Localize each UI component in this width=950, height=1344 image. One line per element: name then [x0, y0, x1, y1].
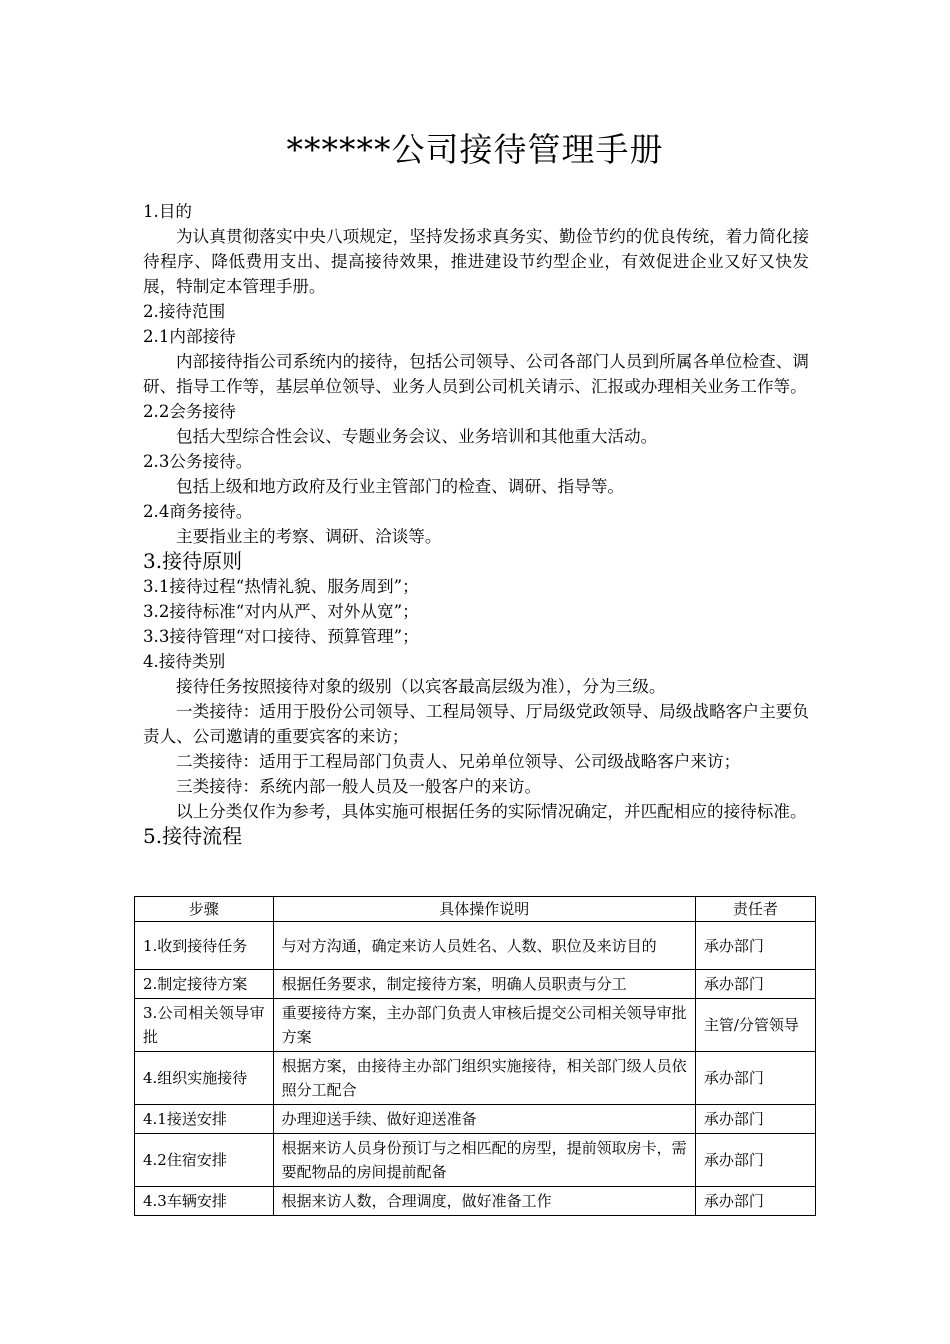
section-heading: 3.接待原则 — [143, 549, 243, 573]
cell-owner: 承办部门 — [695, 970, 815, 999]
cell-owner: 承办部门 — [695, 1105, 815, 1134]
section-heading: 2.4商务接待。 — [143, 502, 253, 521]
table-row — [135, 1105, 816, 1134]
cell-owner: 承办部门 — [695, 922, 815, 970]
section-heading: 5.接待流程 — [143, 824, 243, 848]
section-heading: 3.3接待管理“对口接待、预算管理”； — [143, 627, 419, 646]
cell-description: 根据方案，由接待主办部门组织实施接待，相关部门级人员依照分工配合 — [273, 1052, 695, 1105]
cell-owner: 承办部门 — [695, 1052, 815, 1105]
cell-step: 4.2住宿安排 — [135, 1134, 274, 1187]
table-row — [135, 1134, 816, 1187]
body-paragraph: 内部接待指公司系统内的接待，包括公司领导、公司各部门人员到所属各单位检查、调研、指导工作等，基层单位领导、业务人员到公司机关请示、汇报或办理相关业务工作等。 — [143, 352, 809, 396]
cell-step: 2.制定接待方案 — [135, 970, 274, 999]
table-row — [135, 1187, 816, 1216]
section-heading: 2.1内部接待 — [143, 327, 236, 346]
cell-description: 办理迎送手续、做好迎送准备 — [273, 1105, 695, 1134]
cell-description: 根据来访人员身份预订与之相匹配的房型，提前领取房卡，需要配物品的房间提前配备 — [273, 1134, 695, 1187]
header-description: 具体操作说明 — [273, 897, 695, 922]
body-paragraph: 二类接待：适用于工程局部门负责人、兄弟单位领导、公司级战略客户来访； — [176, 752, 741, 771]
body-paragraph: 为认真贯彻落实中央八项规定，坚持发扬求真务实、勤俭节约的优良传统，着力简化接待程序、降低费用支出、提高接待效果，推进建设节约型企业，有效促进企业又好又快发展，特制定本管理手册。 — [143, 227, 809, 296]
table-row — [135, 922, 816, 970]
header-step: 步骤 — [135, 897, 274, 922]
body-paragraph: 一类接待：适用于股份公司领导、工程局领导、厅局级党政领导、局级战略客户主要负责人、公司邀请的重要宾客的来访； — [143, 702, 809, 746]
table-row — [135, 970, 816, 999]
cell-description: 根据任务要求，制定接待方案，明确人员职责与分工 — [273, 970, 695, 999]
table-row — [135, 1052, 816, 1105]
body-paragraph: 三类接待：系统内部一般人员及一般客户的来访。 — [176, 777, 542, 796]
table-header-row — [135, 897, 816, 922]
document-body — [143, 199, 809, 849]
cell-description: 重要接待方案，主办部门负责人审核后提交公司相关领导审批方案 — [273, 999, 695, 1052]
section-heading: 3.2接待标准“对内从严、对外从宽”； — [143, 602, 419, 621]
section-heading: 4.接待类别 — [143, 652, 226, 671]
cell-step: 4.3车辆安排 — [135, 1187, 274, 1216]
body-paragraph: 接待任务按照接待对象的级别（以宾客最高层级为准），分为三级。 — [176, 677, 666, 696]
cell-step: 3.公司相关领导审批 — [135, 999, 274, 1052]
cell-owner: 主管/分管领导 — [695, 999, 815, 1052]
document-title: ******公司接待管理手册 — [286, 130, 664, 169]
cell-description: 与对方沟通，确定来访人员姓名、人数、职位及来访目的 — [273, 922, 695, 970]
body-paragraph: 以上分类仅作为参考，具体实施可根据任务的实际情况确定，并匹配相应的接待标准。 — [176, 802, 807, 821]
body-paragraph: 主要指业主的考察、调研、洽谈等。 — [176, 527, 442, 546]
cell-owner: 承办部门 — [695, 1134, 815, 1187]
section-heading: 2.接待范围 — [143, 302, 226, 321]
cell-step: 4.1接送安排 — [135, 1105, 274, 1134]
process-table — [134, 896, 816, 1216]
section-heading: 3.1接待过程“热情礼貌、服务周到”； — [143, 577, 419, 596]
header-owner: 责任者 — [695, 897, 815, 922]
section-heading: 2.2会务接待 — [143, 402, 236, 421]
body-paragraph: 包括上级和地方政府及行业主管部门的检查、调研、指导等。 — [176, 477, 625, 496]
cell-step: 1.收到接待任务 — [135, 922, 274, 970]
table-row — [135, 999, 816, 1052]
cell-owner: 承办部门 — [695, 1187, 815, 1216]
section-heading: 1.目的 — [143, 202, 193, 221]
body-paragraph: 包括大型综合性会议、专题业务会议、业务培训和其他重大活动。 — [176, 427, 658, 446]
section-heading: 2.3公务接待。 — [143, 452, 253, 471]
cell-step: 4.组织实施接待 — [135, 1052, 274, 1105]
cell-description: 根据来访人数，合理调度，做好准备工作 — [273, 1187, 695, 1216]
